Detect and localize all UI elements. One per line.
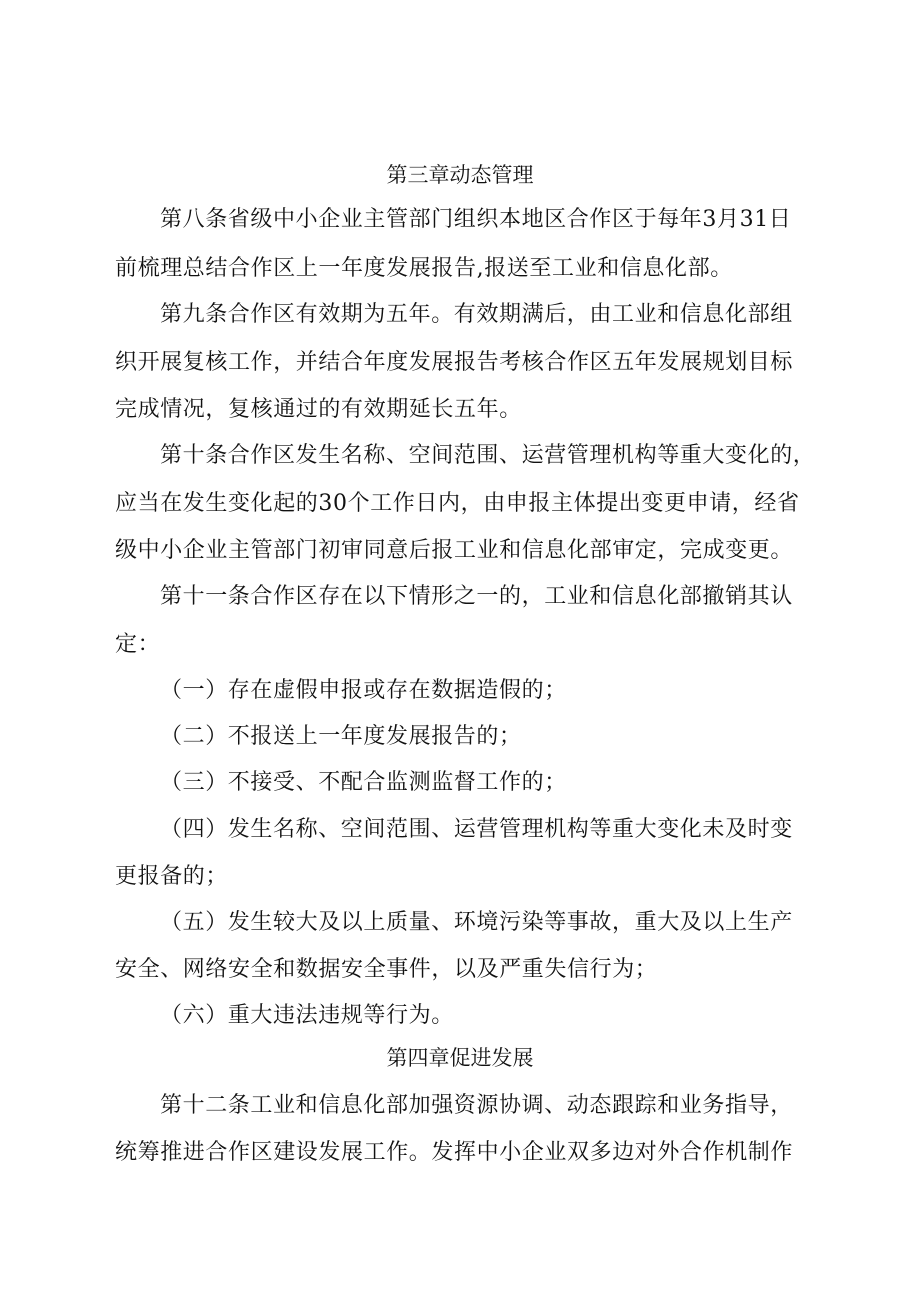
article-8-line-2: 前梳理总结合作区上一年度发展报告,报送至工业和信息化部。 xyxy=(115,256,733,281)
article-12-line-2: 统筹推进合作区建设发展工作。发挥中小企业双多边对外合作机制作 xyxy=(115,1140,794,1165)
article-11-line-2: 定： xyxy=(115,632,161,657)
article-12-line-1: 第十二条工业和信息化部加强资源协调、动态跟踪和业务指导， xyxy=(160,1093,793,1118)
list-item-2: （二）不报送上一年度发展报告的； xyxy=(160,724,522,749)
article-10-line-2: 应当在发生变化起的30个工作日内，由申报主体提出变更申请，经省 xyxy=(115,491,800,516)
article-9-line-1: 第九条合作区有效期为五年。有效期满后，由工业和信息化部组 xyxy=(160,302,793,327)
article-9-line-2: 织开展复核工作，并结合年度发展报告考核合作区五年发展规划目标 xyxy=(115,350,794,375)
list-item-4-line-2: 更报备的； xyxy=(115,864,229,889)
list-item-3: （三）不接受、不配合监测监督工作的； xyxy=(160,770,567,795)
chapter-4-heading: 第四章促进发展 xyxy=(386,1046,534,1070)
list-item-5-line-1: （五）发生较大及以上质量、环境污染等事故，重大及以上生产 xyxy=(160,910,793,935)
article-10-line-1: 第十条合作区发生名称、空间范围、运营管理机构等重大变化的， xyxy=(160,443,816,468)
article-11-line-1: 第十一条合作区存在以下情形之一的，工业和信息化部撤销其认 xyxy=(160,584,793,609)
list-item-4-line-1: （四）发生名称、空间范围、运营管理机构等重大变化未及时变 xyxy=(160,817,793,842)
list-item-6: （六）重大违法违规等行为。 xyxy=(160,1003,454,1028)
list-item-1: （一）存在虚假申报或存在数据造假的； xyxy=(160,678,567,703)
article-10-line-3: 级中小企业主管部门初审同意后报工业和信息化部审定，完成变更。 xyxy=(115,538,794,563)
list-item-5-line-2: 安全、网络安全和数据安全事件，以及严重失信行为； xyxy=(115,957,658,982)
chapter-3-heading: 第三章动态管理 xyxy=(386,163,534,187)
article-8-line-1: 第八条省级中小企业主管部门组织本地区合作区于每年3月31日 xyxy=(160,207,792,232)
article-9-line-3: 完成情况，复核通过的有效期延长五年。 xyxy=(115,397,522,422)
